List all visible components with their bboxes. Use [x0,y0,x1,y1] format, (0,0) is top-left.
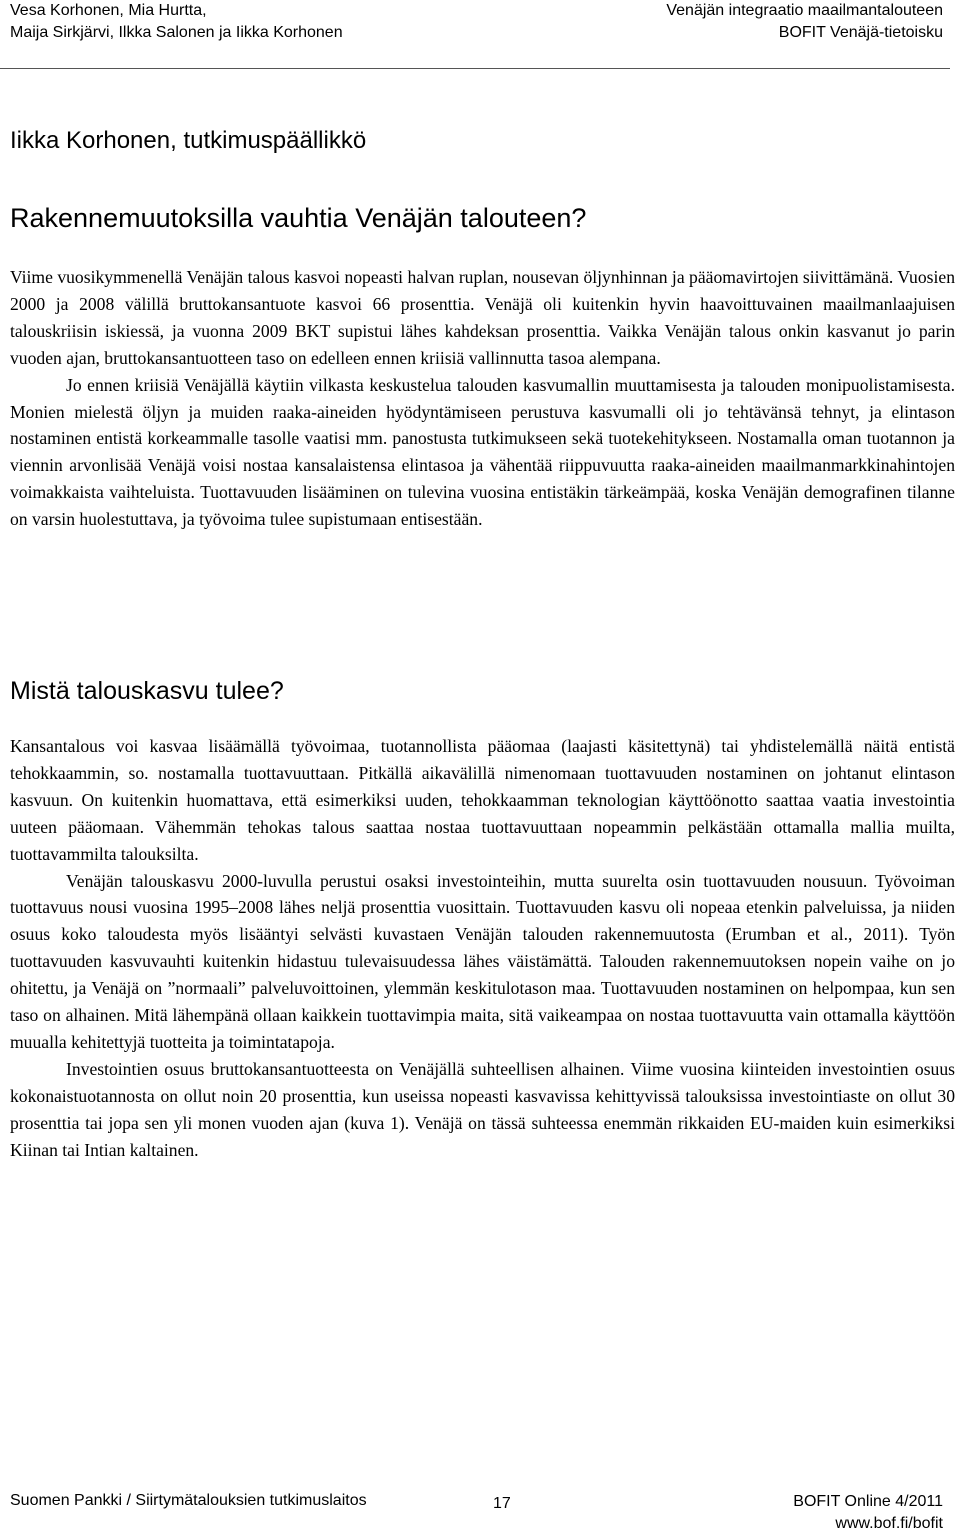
footer-publication [793,1491,943,1535]
paragraph: Venäjän talouskasvu 2000-luvulla perustui osaksi investointeihin, mutta suurelta osin tuottavuuden nousuun. Työvoiman tuottavuus nousi vuosina 1995–2008 lähes neljä prosenttia vuosittain. Tuottavuuden kasvu oli nopeaa etenkin palveluissa, ja niiden osuus koko taloudesta myös lisääntyi selvästi kuvastaen Venäjän talouden rakennemuutosta (Erumban et al., 2011). Työn tuottavuuden kasvuvauhti kuitenkin hidastuu tulevaisuudessa lähes väistämättä. Talouden rakennemuutoksen nopein vaihe on jo ohitettu, ja Venäjä on ”normaali” palveluvoittoinen, ylemmän keskitulotason maa. Tuottavuuden nostaminen on helpompaa, kun sen taso on alhainen. Mitä lähempänä ollaan kaikkein tuottavimpia maita, sitä vaikeampaa on nostaa tuottavuutta vain ottamalla käyttöön muualla kehitettyjä tuotteita ja toimintatapoja. [10,870,955,1052]
paragraph: Investointien osuus bruttokansantuotteesta on Venäjällä suhteellisen alhainen. Viime vuosina kiinteiden investointien osuus kokonaistuotannosta on ollut noin 20 prosenttia, kun useissa nopeasti kasvavissa kehittyvissä talouksissa investointiaste on ollut 30 prosenttia tai jopa sen yli monen vuoden ajan (kuva 1). Venäjä on tässä suhteessa enemmän rikkaiden EU-maiden kuin esimerkiksi Kiinan tai Intian kaltainen. [10,1058,955,1160]
paragraph: Viime vuosikymmenellä Venäjän talous kasvoi nopeasti halvan ruplan, nousevan öljynhinnan ja pääomavirtojen siivittämänä. Vuosien 2000 ja 2008 välillä bruttokansantuote kasvoi 66 prosenttia. Venäjä oli kuitenkin hyvin haavoittuvainen maailmanlaajuisen talouskriisin iskiessä, ja vuonna 2009 BKT supistui lähes kahdeksan prosenttia. Vaikka Venäjän talous onkin kasvanut jo parin vuoden ajan, bruttokansantuotteen taso on edelleen ennen kriisiä vallinnutta tasoa alempana. [10,267,955,368]
header-authors [10,0,343,44]
page-number: 17 [493,1495,511,1512]
header-series-name: BOFIT Venäjä-tietoisku [778,24,943,41]
paragraph: Jo ennen kriisiä Venäjällä käytiin vilkasta keskustelua talouden kasvumallin muuttamisesta ja talouden monipuolistamisesta. Monien mielestä öljyn ja muiden raaka-aineiden hyödyntämiseen perustuva kasvumalli oli jo tehtävänsä tehnyt, ja elintason nostaminen entistä korkeammalle tasolle vaatisi mm. panostusta tutkimukseen sekä tuotekehitykseen. Nostamalla oman tuotannon ja viennin arvonlisää Venäjä voisi nostaa kansalaistensa elintasoa ja vähentää riippuvuutta raaka-aineiden maailmanmarkkinahintojen voimakkaista vaihteluista. Tuottavuuden lisääminen on tulevina vuosina entistäkin tärkeämpää, koska Venäjän demografinen tilanne on varsin huolestuttava, ja työvoima tulee supistumaan entisestään. [10,374,955,530]
article-title: Rakennemuutoksilla vauhtia Venäjän talouteen? [10,203,587,233]
header-series-title: Venäjän integraatio maailmantalouteen [666,2,943,19]
header-divider [0,68,950,69]
paragraph: Kansantalous voi kasvaa lisäämällä työvoimaa, tuotannollista pääomaa (laajasti käsitettynä) tai yhdistelemällä näitä entistä tehokkaammin, so. nostamalla tuottavuuttaan. Pitkällä aikavälillä nimenomaan tuottavuuden nostaminen on johtanut elintason kasvuun. On kuitenkin huomattava, että esimerkiksi uuden, tehokkaamman teknologian käyttöönotto saattaa vaatia investointia uuteen pääomaan. Vähemmän tehokas talous saattaa nostaa tuottavuuttaan nopeammin pelkästään ottamalla mallia muilta, tuottavammilta talouksilta. [10,736,955,864]
footer-institution: Suomen Pankki / Siirtymätalouksien tutkimuslaitos [10,1492,367,1509]
header-authors-line1: Vesa Korhonen, Mia Hurtta, [10,2,207,19]
section-heading: Mistä talouskasvu tulee? [10,677,284,705]
article-author: Iikka Korhonen, tutkimuspäällikkö [10,127,367,154]
header-series [666,0,943,44]
footer-publication-name: BOFIT Online 4/2011 [793,1493,943,1510]
section-growth [10,733,955,1164]
header-authors-line2: Maija Sirkjärvi, Ilkka Salonen ja Iikka Korhonen [10,24,343,41]
section-intro [10,264,955,533]
footer-url-link[interactable]: www.bof.fi/bofit [835,1515,943,1532]
